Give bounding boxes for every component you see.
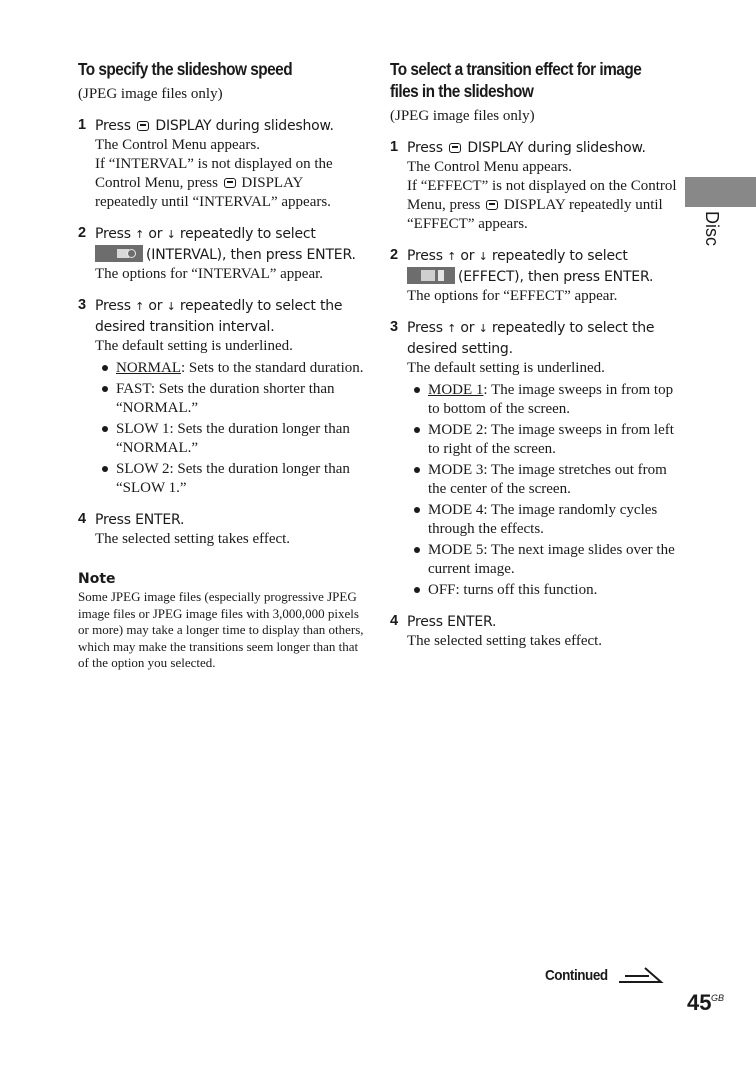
right-step-3 (390, 318, 680, 600)
effect-setting-icon (407, 267, 455, 284)
continued-arrow-icon (617, 964, 667, 986)
right-heading-line1: To select a transition effect for image (390, 59, 642, 79)
left-heading: To specify the slideshow speed (78, 59, 293, 79)
right-step-2 (390, 246, 680, 306)
step-instruction: Press ENTER. (95, 512, 185, 528)
down-arrow-icon: ↓ (478, 322, 488, 335)
list-item: MODE 4: The image randomly cycles through the effects. (407, 501, 680, 539)
list-item: NORMAL: Sets to the standard duration. (95, 359, 368, 378)
left-column (78, 58, 368, 672)
step-instruction: Press ↑ or ↓ repeatedly to select the desired setting. (407, 320, 655, 357)
step-instruction: Press DISPLAY during slideshow. (407, 140, 646, 156)
step-result: The selected setting takes effect. (95, 531, 291, 547)
option-list (407, 381, 680, 600)
step-result: The selected setting takes effect. (407, 633, 603, 649)
right-heading-line2: files in the slideshow (390, 81, 534, 101)
option-list (95, 359, 368, 498)
list-item: FAST: Sets the duration shorter than “NORMAL.” (95, 380, 368, 418)
section-tab (685, 177, 756, 207)
note-text: Some JPEG image files (especially progressive JPEG image files or JPEG image files with 3,000,000 pixels or more) may take a longer time to display than others, which may make the transitions seem longer than that of the option you selected. (78, 589, 364, 671)
step-result: The options for “EFFECT” appear. (407, 288, 618, 304)
page-number: 45 (687, 990, 712, 1015)
list-item: SLOW 2: Sets the duration longer than “SLOW 1.” (95, 460, 368, 498)
step-instruction-cont: (INTERVAL), then press ENTER. (95, 245, 368, 265)
list-item: SLOW 1: Sets the duration longer than “NORMAL.” (95, 420, 368, 458)
left-subtitle: (JPEG image files only) (78, 86, 223, 102)
up-arrow-icon: ↑ (135, 300, 145, 313)
step-instruction: Press ↑ or ↓ repeatedly to select (95, 226, 316, 242)
display-button-icon (137, 121, 149, 131)
region-code: GB (711, 993, 725, 1003)
left-step-3 (78, 296, 368, 498)
step-number: 4 (390, 613, 399, 629)
right-step-1 (390, 138, 680, 234)
list-item: MODE 3: The image stretches out from the center of the screen. (407, 461, 680, 499)
left-step-1 (78, 116, 368, 212)
step-result: The options for “INTERVAL” appear. (95, 266, 324, 282)
step-number: 2 (390, 247, 399, 263)
right-column (390, 58, 680, 651)
step-number: 1 (390, 139, 399, 155)
step-instruction: Press DISPLAY during slideshow. (95, 118, 334, 134)
right-step-4 (390, 612, 680, 651)
step-number: 3 (390, 319, 399, 335)
section-tab-label: Disc (702, 211, 722, 246)
step-number: 2 (78, 225, 87, 241)
step-number: 1 (78, 117, 87, 133)
up-arrow-icon: ↑ (447, 250, 457, 263)
note-title: Note (78, 571, 116, 587)
step-instruction-cont: (EFFECT), then press ENTER. (407, 267, 680, 287)
list-item: MODE 1: The image sweeps in from top to bottom of the screen. (407, 381, 680, 419)
up-arrow-icon: ↑ (447, 322, 457, 335)
step-number: 4 (78, 511, 87, 527)
step-body: If “EFFECT” is not displayed on the Control Menu, press DISPLAY repeatedly until “EFFECT” appears. (407, 178, 677, 232)
continued-label: Continued (545, 967, 608, 984)
step-result: The Control Menu appears. (95, 137, 260, 153)
step-body: If “INTERVAL” is not displayed on the Control Menu, press DISPLAY repeatedly until “INTERVAL” appears. (95, 156, 333, 210)
step-result: The default setting is underlined. (407, 360, 605, 376)
step-result: The Control Menu appears. (407, 159, 572, 175)
interval-setting-icon (95, 245, 143, 262)
display-button-icon (449, 143, 461, 153)
display-button-icon (224, 178, 236, 188)
down-arrow-icon: ↓ (166, 228, 176, 241)
left-step-2 (78, 224, 368, 284)
up-arrow-icon: ↑ (135, 228, 145, 241)
down-arrow-icon: ↓ (166, 300, 176, 313)
list-item: MODE 5: The next image slides over the current image. (407, 541, 680, 579)
list-item: MODE 2: The image sweeps in from left to right of the screen. (407, 421, 680, 459)
step-number: 3 (78, 297, 87, 313)
step-result: The default setting is underlined. (95, 338, 293, 354)
step-instruction: Press ↑ or ↓ repeatedly to select (407, 248, 628, 264)
down-arrow-icon: ↓ (478, 250, 488, 263)
step-instruction: Press ↑ or ↓ repeatedly to select the desired transition interval. (95, 298, 343, 335)
step-instruction: Press ENTER. (407, 614, 497, 630)
display-button-icon (486, 200, 498, 210)
left-step-4 (78, 510, 368, 549)
right-subtitle: (JPEG image files only) (390, 108, 535, 124)
list-item: OFF: turns off this function. (407, 581, 680, 600)
